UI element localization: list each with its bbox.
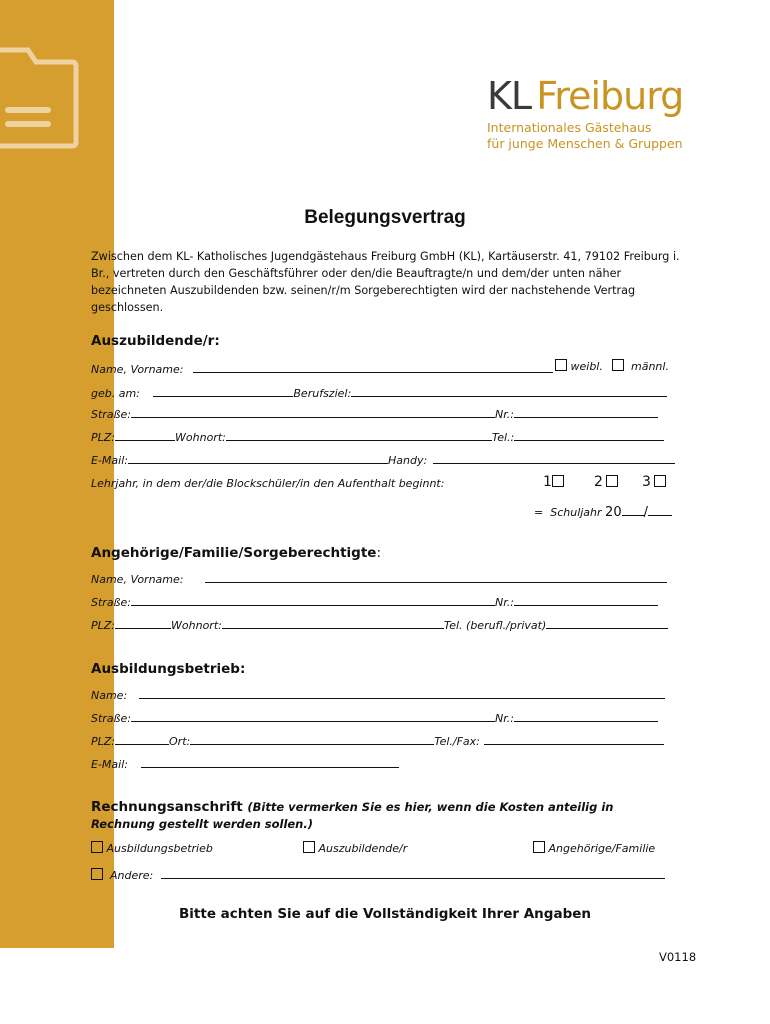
azubi-name-label: Name, Vorname: [91, 363, 184, 376]
azubi-handy-field[interactable] [433, 452, 675, 464]
family-nr-field[interactable] [514, 594, 658, 606]
family-heading-text: Angehörige/Familie/Sorgeberechtigte [91, 545, 377, 561]
schuljahr-end-field[interactable] [648, 504, 672, 516]
berufsziel-label: Berufsziel: [293, 387, 352, 400]
azubi-tel-field[interactable] [514, 429, 664, 441]
rechnung-opt-familie[interactable] [533, 841, 655, 855]
lehrjahr-3-label: 3 [642, 474, 651, 490]
logo-freiburg: Freiburg [536, 74, 684, 118]
section-azubi-heading: Auszubildende/r: [91, 333, 220, 349]
azubi-name-row [91, 361, 553, 376]
betrieb-telfax-label: Tel./Fax: [434, 735, 480, 748]
azubi-email-row [91, 452, 675, 467]
family-wohnort-field[interactable] [222, 617, 444, 629]
lehrjahr-label: Lehrjahr, in dem der/die Blockschüler/in den Aufenthalt beginnt: [91, 477, 445, 490]
section-betrieb-heading: Ausbildungsbetrieb: [91, 661, 246, 677]
family-tel-field[interactable] [546, 617, 668, 629]
betrieb-plz-row [91, 733, 664, 748]
family-nr-label: Nr.: [494, 596, 514, 609]
rechnung-betrieb-label: Ausbildungsbetrieb [106, 842, 213, 855]
azubi-nr-label: Nr.: [494, 408, 514, 421]
rechnung-betrieb-checkbox[interactable] [91, 841, 103, 853]
betrieb-plz-field[interactable] [115, 733, 169, 745]
folder-document-icon [0, 44, 80, 154]
logo-subtitle [487, 120, 683, 152]
version-code: V0118 [659, 950, 697, 964]
betrieb-strasse-row [91, 710, 658, 725]
rechnung-familie-label: Angehörige/Familie [548, 842, 656, 855]
rechnung-note: (Bitte vermerken Sie es hier, wenn die Kosten anteilig in Rechnung gestellt werden sollen.) [91, 800, 614, 831]
lehrjahr-2-label: 2 [594, 474, 603, 490]
schuljahr-20: 20 [605, 505, 622, 520]
rechnung-heading-text: Rechnungsanschrift [91, 799, 243, 815]
betrieb-nr-field[interactable] [514, 710, 658, 722]
rechnung-andere-label: Andere: [110, 869, 154, 882]
betrieb-name-label: Name: [91, 689, 128, 702]
rechnung-andere-row [91, 867, 665, 882]
azubi-email-label: E-Mail: [91, 454, 128, 467]
lehrjahr-1-checkbox[interactable] [552, 475, 564, 487]
betrieb-ort-field[interactable] [190, 733, 434, 745]
maennl-checkbox[interactable] [612, 359, 624, 371]
geb-label: geb. am: [91, 387, 140, 400]
family-strasse-row [91, 594, 658, 609]
family-strasse-field[interactable] [131, 594, 495, 606]
lehrjahr-1-option[interactable] [543, 474, 564, 490]
azubi-nr-field[interactable] [514, 406, 658, 418]
azubi-strasse-field[interactable] [131, 406, 495, 418]
berufsziel-field[interactable] [351, 385, 667, 397]
betrieb-strasse-field[interactable] [131, 710, 495, 722]
rechnung-azubi-checkbox[interactable] [303, 841, 315, 853]
rechnung-azubi-label: Auszubildende/r [318, 842, 408, 855]
geb-field[interactable] [153, 385, 293, 397]
azubi-plz-row [91, 429, 664, 444]
azubi-plz-label: PLZ: [91, 431, 116, 444]
azubi-plz-field[interactable] [115, 429, 175, 441]
lehrjahr-2-option[interactable] [594, 474, 618, 490]
rechnung-opt-azubi[interactable] [303, 841, 407, 855]
family-wohnort-label: Wohnort: [171, 619, 222, 632]
schuljahr-label: Schuljahr [550, 506, 602, 519]
betrieb-strasse-label: Straße: [91, 712, 131, 725]
azubi-name-field[interactable] [193, 361, 553, 373]
betrieb-email-row [91, 756, 399, 771]
family-name-field[interactable] [205, 571, 667, 583]
lehrjahr-3-checkbox[interactable] [654, 475, 666, 487]
section-rechnung-heading [91, 799, 681, 833]
schuljahr-row [534, 504, 672, 520]
betrieb-name-field[interactable] [139, 687, 665, 699]
kl-freiburg-logo [487, 74, 683, 152]
family-plz-field[interactable] [115, 617, 171, 629]
lehrjahr-3-option[interactable] [642, 474, 666, 490]
lehrjahr-1-label: 1 [543, 474, 552, 490]
schuljahr-sep: / [643, 505, 648, 520]
weibl-label: weibl. [570, 360, 603, 373]
rechnung-andere-checkbox[interactable] [91, 868, 103, 880]
rechnung-opt-betrieb[interactable] [91, 841, 213, 855]
azubi-tel-label: Tel.: [491, 431, 515, 444]
section-family-heading [91, 545, 381, 561]
family-plz-label: PLZ: [91, 619, 116, 632]
intro-paragraph: Zwischen dem KL- Katholisches Jugendgästehaus Freiburg GmbH (KL), Kartäuserstr. 41, 79102 Freiburg i. Br., vertreten durch den Geschäftsführer oder den/die Beauftragte/n und dem/der unten näher bezeichneten Auszubildenden bzw. seinen/r/m Sorgeberechtigten wird der nachstehende Vertrag geschlossen. [91, 250, 680, 314]
lehrjahr-2-checkbox[interactable] [606, 475, 618, 487]
maennl-option[interactable] [612, 359, 669, 373]
family-name-row [91, 571, 667, 586]
family-tel-label: Tel. (berufl./privat) [443, 619, 547, 632]
family-strasse-label: Straße: [91, 596, 131, 609]
betrieb-nr-label: Nr.: [494, 712, 514, 725]
azubi-wohnort-label: Wohnort: [175, 431, 226, 444]
betrieb-email-label: E-Mail: [91, 758, 128, 771]
betrieb-ort-label: Ort: [169, 735, 191, 748]
schuljahr-eq: = [534, 506, 544, 519]
weibl-option[interactable] [555, 359, 603, 373]
azubi-strasse-label: Straße: [91, 408, 131, 421]
rechnung-familie-checkbox[interactable] [533, 841, 545, 853]
azubi-email-field[interactable] [128, 452, 388, 464]
betrieb-telfax-field[interactable] [484, 733, 664, 745]
betrieb-plz-label: PLZ: [91, 735, 116, 748]
logo-kl: KL [487, 74, 532, 118]
azubi-wohnort-field[interactable] [226, 429, 492, 441]
completeness-notice: Bitte achten Sie auf die Vollständigkeit Ihrer Angaben [179, 906, 591, 922]
schuljahr-start-field[interactable] [622, 504, 644, 516]
rechnung-andere-field[interactable] [161, 867, 665, 879]
logo-subtitle-line2: für junge Menschen & Gruppen [487, 136, 683, 151]
family-plz-row [91, 617, 668, 632]
maennl-label: männl. [631, 360, 669, 373]
betrieb-email-field[interactable] [141, 756, 399, 768]
logo-subtitle-line1: Internationales Gästehaus [487, 120, 652, 135]
weibl-checkbox[interactable] [555, 359, 567, 371]
betrieb-name-row [91, 687, 665, 702]
document-title: Belegungsvertrag [304, 207, 466, 228]
azubi-strasse-row [91, 406, 658, 421]
azubi-geb-row [91, 385, 667, 400]
family-name-label: Name, Vorname: [91, 573, 184, 586]
azubi-handy-label: Handy: [387, 454, 428, 467]
family-heading-colon: : [376, 545, 382, 561]
